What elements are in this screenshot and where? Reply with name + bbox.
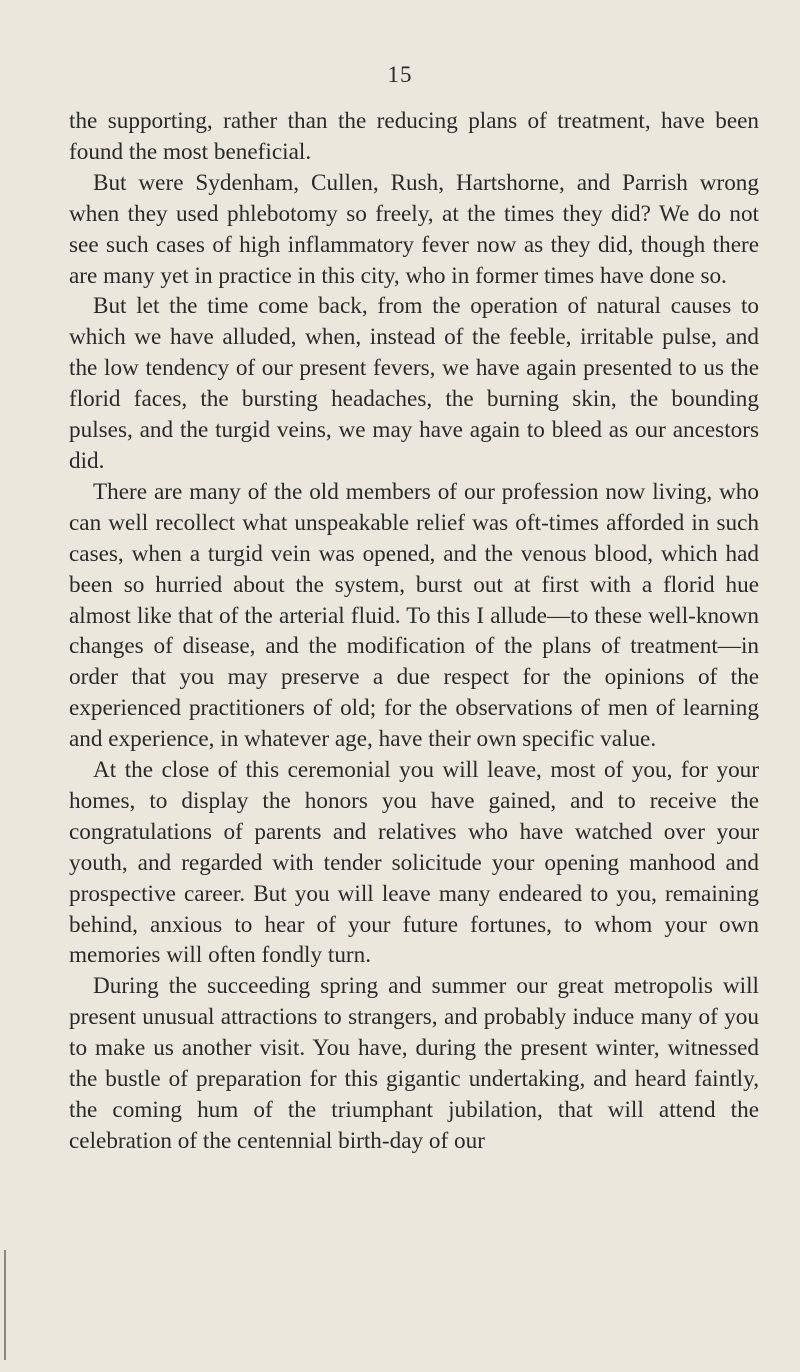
paragraph-5: At the close of this ceremonial you will leave, most of you, for your homes, to display the honors you have gained, and to receive the congratulations of parents and relatives who have watched over your youth, and regarded with tender solicitude your opening manhood and prospective career. But you will leave many endeared to you, remaining behind, anxious to hear of your future fortunes, to whom your own memories will often fondly turn. bbox=[69, 757, 759, 969]
paragraph-1: the supporting, rather than the reducing plans of treatment, have been found the most beneficial. bbox=[69, 108, 759, 165]
paragraph-2: But were Sydenham, Cullen, Rush, Hartshorne, and Parrish wrong when they used phlebotomy so freely, at the times they did? We do not see such cases of high inflammatory fever now as they did, though there are many yet in practice in this city, who in former times have done so. bbox=[69, 169, 759, 289]
body-text bbox=[69, 106, 759, 1157]
page-number: 15 bbox=[387, 62, 413, 87]
page-edge-mark bbox=[4, 1250, 6, 1360]
paragraph-3: But let the time come back, from the operation of natural causes to which we have alluded, when, instead of the feeble, irritable pulse, and the low tendency of our present fevers, we have again presented to us the florid faces, the bursting headaches, the burning skin, the bounding pulses, and the turgid veins, we may have again to bleed as our ancestors did. bbox=[69, 293, 759, 474]
paragraph-6: During the succeeding spring and summer our great metropolis will present unusual attractions to strangers, and probably induce many of you to make us another visit. You have, during the present winter, witnessed the bustle of preparation for this gigantic undertaking, and heard faintly, the coming hum of the triumphant jubilation, that will attend the celebration of the centennial birth-day of our bbox=[69, 973, 759, 1154]
paragraph-4: There are many of the old members of our profession now living, who can well recollect what unspeakable relief was oft-times afforded in such cases, when a turgid vein was opened, and the venous blood, which had been so hurried about the system, burst out at first with a florid hue almost like that of the arterial fluid. To this I allude—to these well-known changes of disease, and the modification of the plans of treatment—in order that you may preserve a due respect for the opinions of the experienced practitioners of old; for the observations of men of learning and experience, in whatever age, have their own specific value. bbox=[69, 478, 759, 753]
